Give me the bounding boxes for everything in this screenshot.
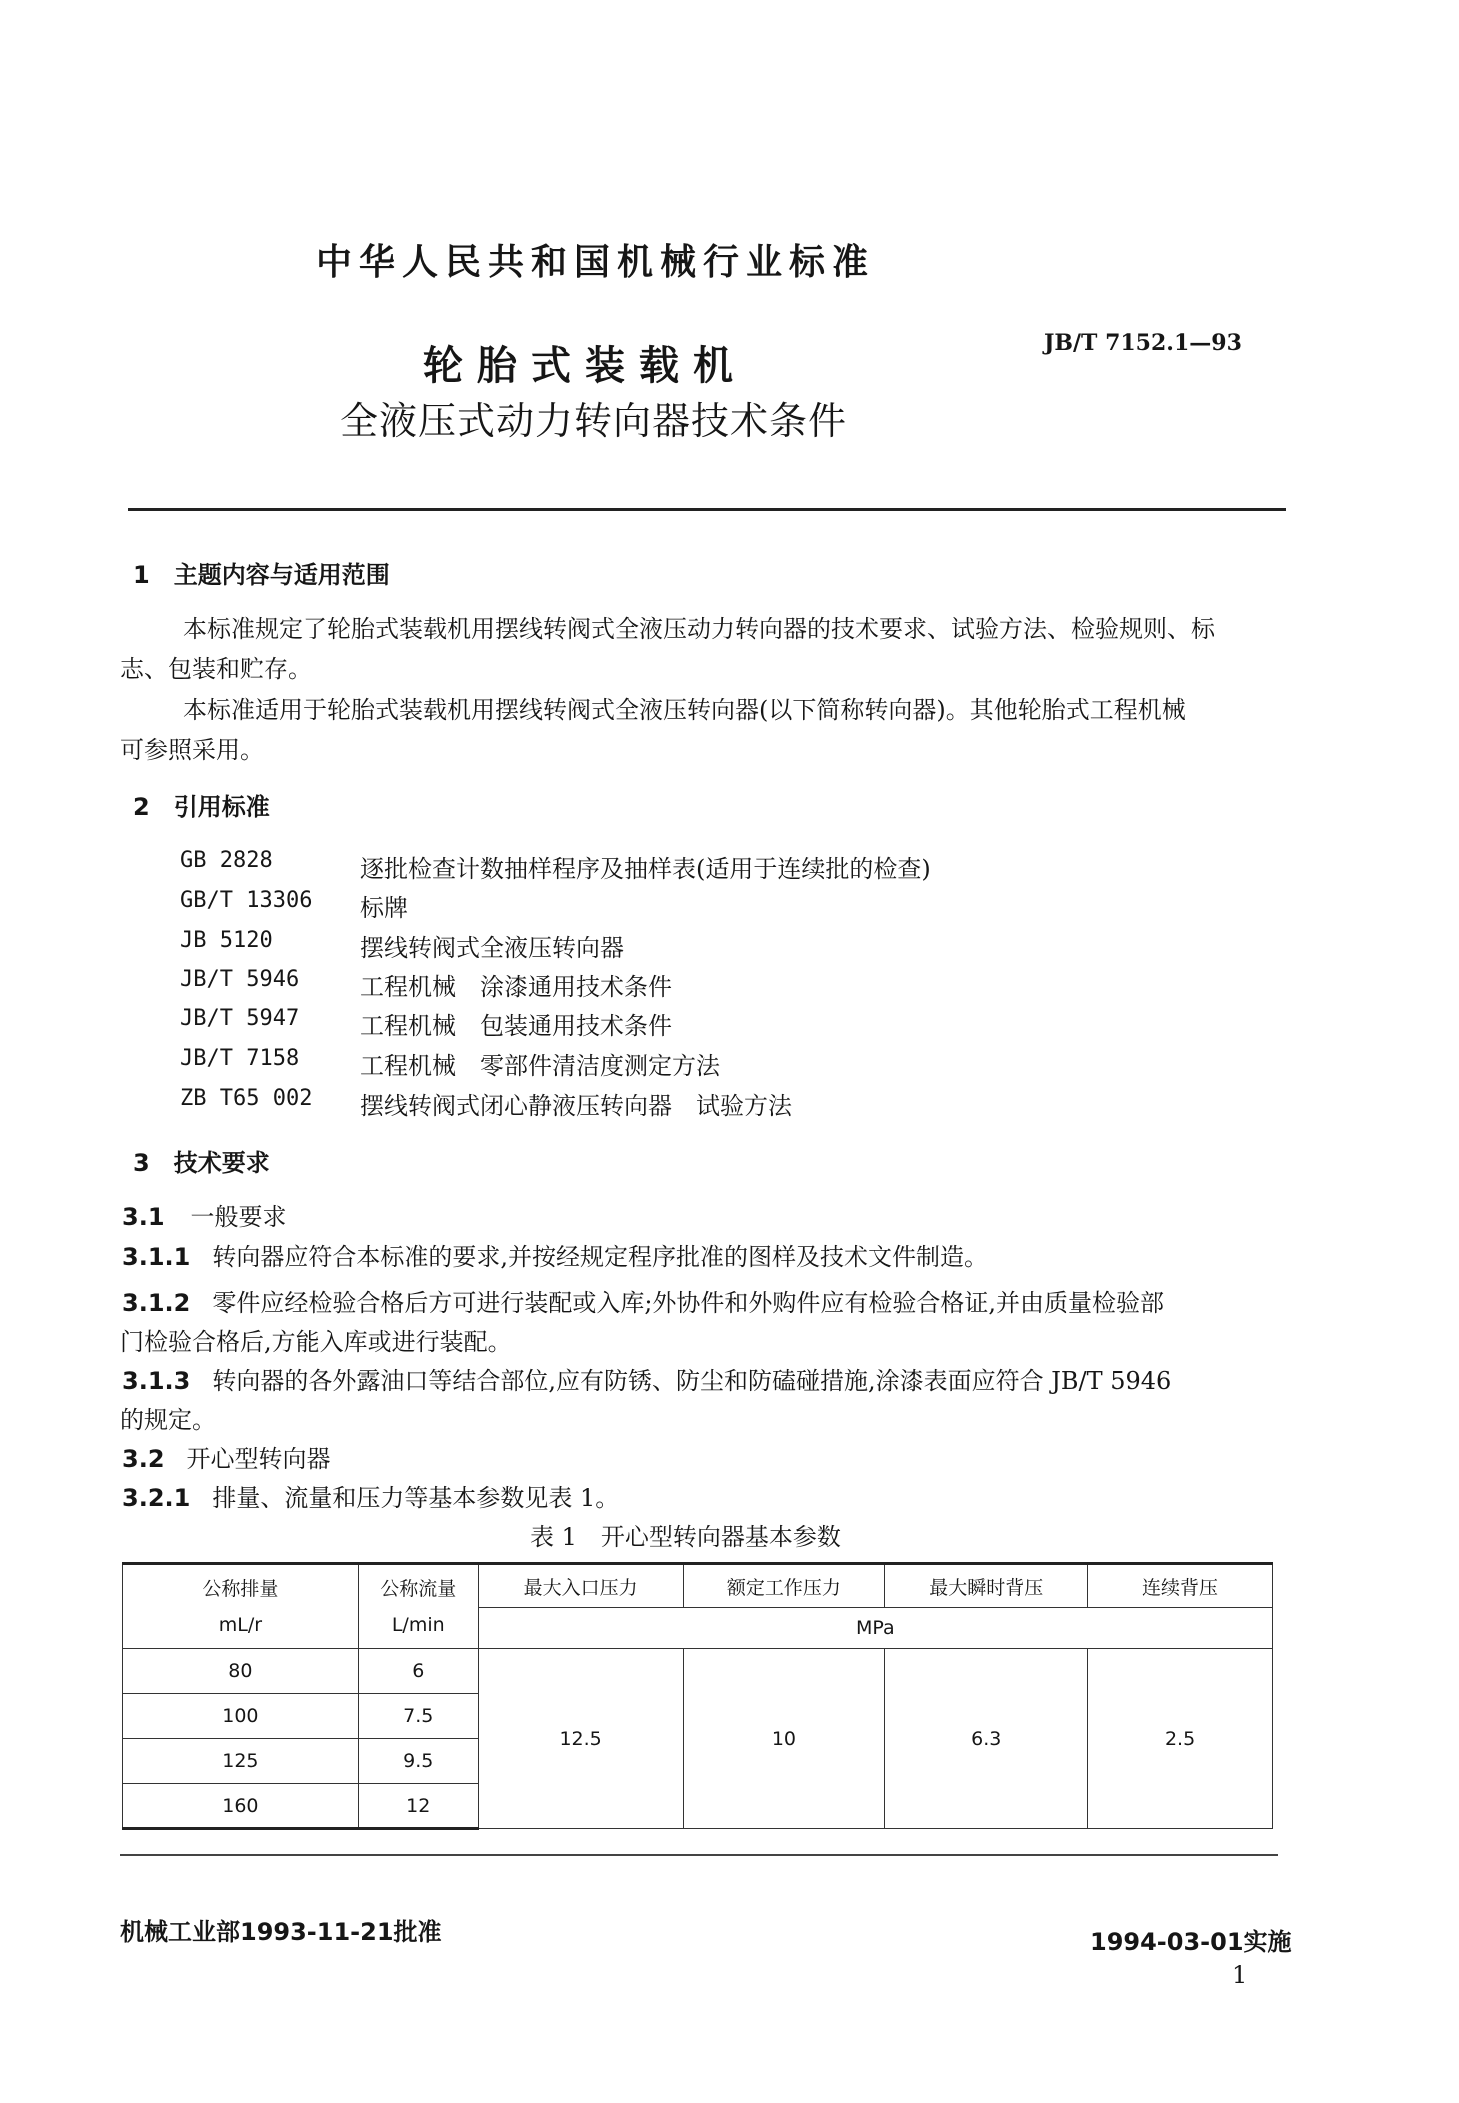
clause-text: 开心型转向器 bbox=[186, 1445, 331, 1473]
header-flow bbox=[358, 1564, 478, 1649]
ref-title: 标牌 bbox=[360, 894, 408, 922]
footer-divider bbox=[120, 1854, 1278, 1856]
section-3-heading: 3 技术要求 bbox=[133, 1149, 270, 1177]
effective-date: 1994-03-01实施 bbox=[1090, 1928, 1292, 1956]
section-1-para1-line1: 本标准规定了轮胎式装载机用摆线转阀式全液压动力转向器的技术要求、试验方法、检验规则、标 bbox=[183, 615, 1215, 643]
header-flow-label: 公称流量 bbox=[380, 1577, 457, 1600]
cell-flow: 12 bbox=[358, 1784, 478, 1829]
clause-text: 一般要求 bbox=[190, 1203, 287, 1231]
ref-code: JB/T 5946 bbox=[180, 967, 300, 992]
ref-title: 工程机械 涂漆通用技术条件 bbox=[360, 973, 672, 1001]
ref-title: 工程机械 零部件清洁度测定方法 bbox=[360, 1052, 720, 1080]
standard-number: JB/T 7152.1—93 bbox=[1044, 330, 1242, 356]
cell-displacement: 125 bbox=[123, 1739, 359, 1784]
header-rated-pressure: 额定工作压力 bbox=[683, 1564, 885, 1608]
page-number: 1 bbox=[1232, 1961, 1248, 1989]
ref-code: JB/T 7158 bbox=[180, 1046, 300, 1071]
clause-text: 转向器应符合本标准的要求,并按经规定程序批准的图样及技术文件制造。 bbox=[212, 1243, 988, 1271]
pressure-unit: MPa bbox=[478, 1608, 1272, 1649]
clause-number: 3.2.1 bbox=[122, 1484, 191, 1512]
cell-displacement: 100 bbox=[123, 1694, 359, 1739]
cell-max-inlet-pressure: 12.5 bbox=[478, 1649, 683, 1829]
header-displacement-label: 公称排量 bbox=[202, 1577, 279, 1600]
clause-number: 3.2 bbox=[122, 1445, 165, 1473]
clause-3-2-1 bbox=[122, 1478, 619, 1518]
clause-number: 3.1.2 bbox=[122, 1289, 191, 1317]
cell-rated-pressure: 10 bbox=[683, 1649, 885, 1829]
table-caption: 表 1 开心型转向器基本参数 bbox=[530, 1523, 841, 1551]
cell-displacement: 160 bbox=[123, 1784, 359, 1829]
industry-standard-header: 中华人民共和国机械行业标准 bbox=[316, 242, 876, 283]
header-flow-unit: L/min bbox=[391, 1613, 445, 1636]
section-2-heading: 2 引用标准 bbox=[133, 793, 270, 821]
document-title-line2: 全液压式动力转向器技术条件 bbox=[340, 399, 848, 443]
section-1-para2-line2: 可参照采用。 bbox=[120, 736, 264, 764]
parameters-table bbox=[122, 1562, 1273, 1830]
ref-code: JB/T 5947 bbox=[180, 1006, 300, 1031]
clause-text-line1: 零件应经检验合格后方可进行装配或入库;外协件和外购件应有检验合格证,并由质量检验部 bbox=[212, 1289, 1165, 1317]
ref-code: GB/T 13306 bbox=[180, 888, 313, 913]
clause-3-1-3 bbox=[122, 1361, 1171, 1401]
cell-flow: 7.5 bbox=[358, 1694, 478, 1739]
section-1-para1-line2: 志、包装和贮存。 bbox=[120, 655, 312, 683]
cell-displacement: 80 bbox=[123, 1649, 359, 1694]
header-displacement-unit: mL/r bbox=[218, 1613, 263, 1636]
clause-3-2 bbox=[122, 1439, 331, 1479]
ref-code: GB 2828 bbox=[180, 848, 273, 873]
ref-title: 工程机械 包装通用技术条件 bbox=[360, 1012, 672, 1040]
clause-3-1-1 bbox=[122, 1237, 988, 1277]
cell-flow: 6 bbox=[358, 1649, 478, 1694]
clause-number: 3.1.1 bbox=[122, 1243, 191, 1271]
header-max-inlet-pressure: 最大入口压力 bbox=[478, 1564, 683, 1608]
document-title-line1: 轮胎式装载机 bbox=[423, 343, 747, 389]
ref-title: 摆线转阀式闭心静液压转向器 试验方法 bbox=[360, 1092, 792, 1120]
ref-title: 摆线转阀式全液压转向器 bbox=[360, 934, 624, 962]
clause-text: 排量、流量和压力等基本参数见表 1。 bbox=[212, 1484, 620, 1512]
ref-code: ZB T65 002 bbox=[180, 1086, 313, 1111]
clause-text-line1: 转向器的各外露油口等结合部位,应有防锈、防尘和防磕碰措施,涂漆表面应符合 JB/T 5946 bbox=[212, 1367, 1172, 1395]
clause-number: 3.1.3 bbox=[122, 1367, 191, 1395]
header-max-transient-back-pressure: 最大瞬时背压 bbox=[885, 1564, 1088, 1608]
section-1-para2-line1: 本标准适用于轮胎式装载机用摆线转阀式全液压转向器(以下简称转向器)。其他轮胎式工程机械 bbox=[183, 696, 1186, 724]
cell-max-transient-back-pressure: 6.3 bbox=[885, 1649, 1088, 1829]
clause-3-1-2-line2: 门检验合格后,方能入库或进行装配。 bbox=[120, 1328, 512, 1356]
approval-date: 机械工业部1993-11-21批准 bbox=[120, 1918, 442, 1946]
clause-3-1-3-line2: 的规定。 bbox=[120, 1406, 216, 1434]
header-displacement bbox=[123, 1564, 359, 1649]
cell-continuous-back-pressure: 2.5 bbox=[1088, 1649, 1273, 1829]
header-continuous-back-pressure: 连续背压 bbox=[1088, 1564, 1273, 1608]
clause-number: 3.1 bbox=[122, 1203, 165, 1231]
ref-code: JB 5120 bbox=[180, 928, 273, 953]
cell-flow: 9.5 bbox=[358, 1739, 478, 1784]
clause-3-1 bbox=[122, 1197, 287, 1237]
header-divider bbox=[128, 508, 1286, 511]
ref-title: 逐批检查计数抽样程序及抽样表(适用于连续批的检查) bbox=[360, 855, 931, 883]
section-1-heading: 1 主题内容与适用范围 bbox=[133, 561, 390, 589]
clause-3-1-2 bbox=[122, 1283, 1164, 1323]
